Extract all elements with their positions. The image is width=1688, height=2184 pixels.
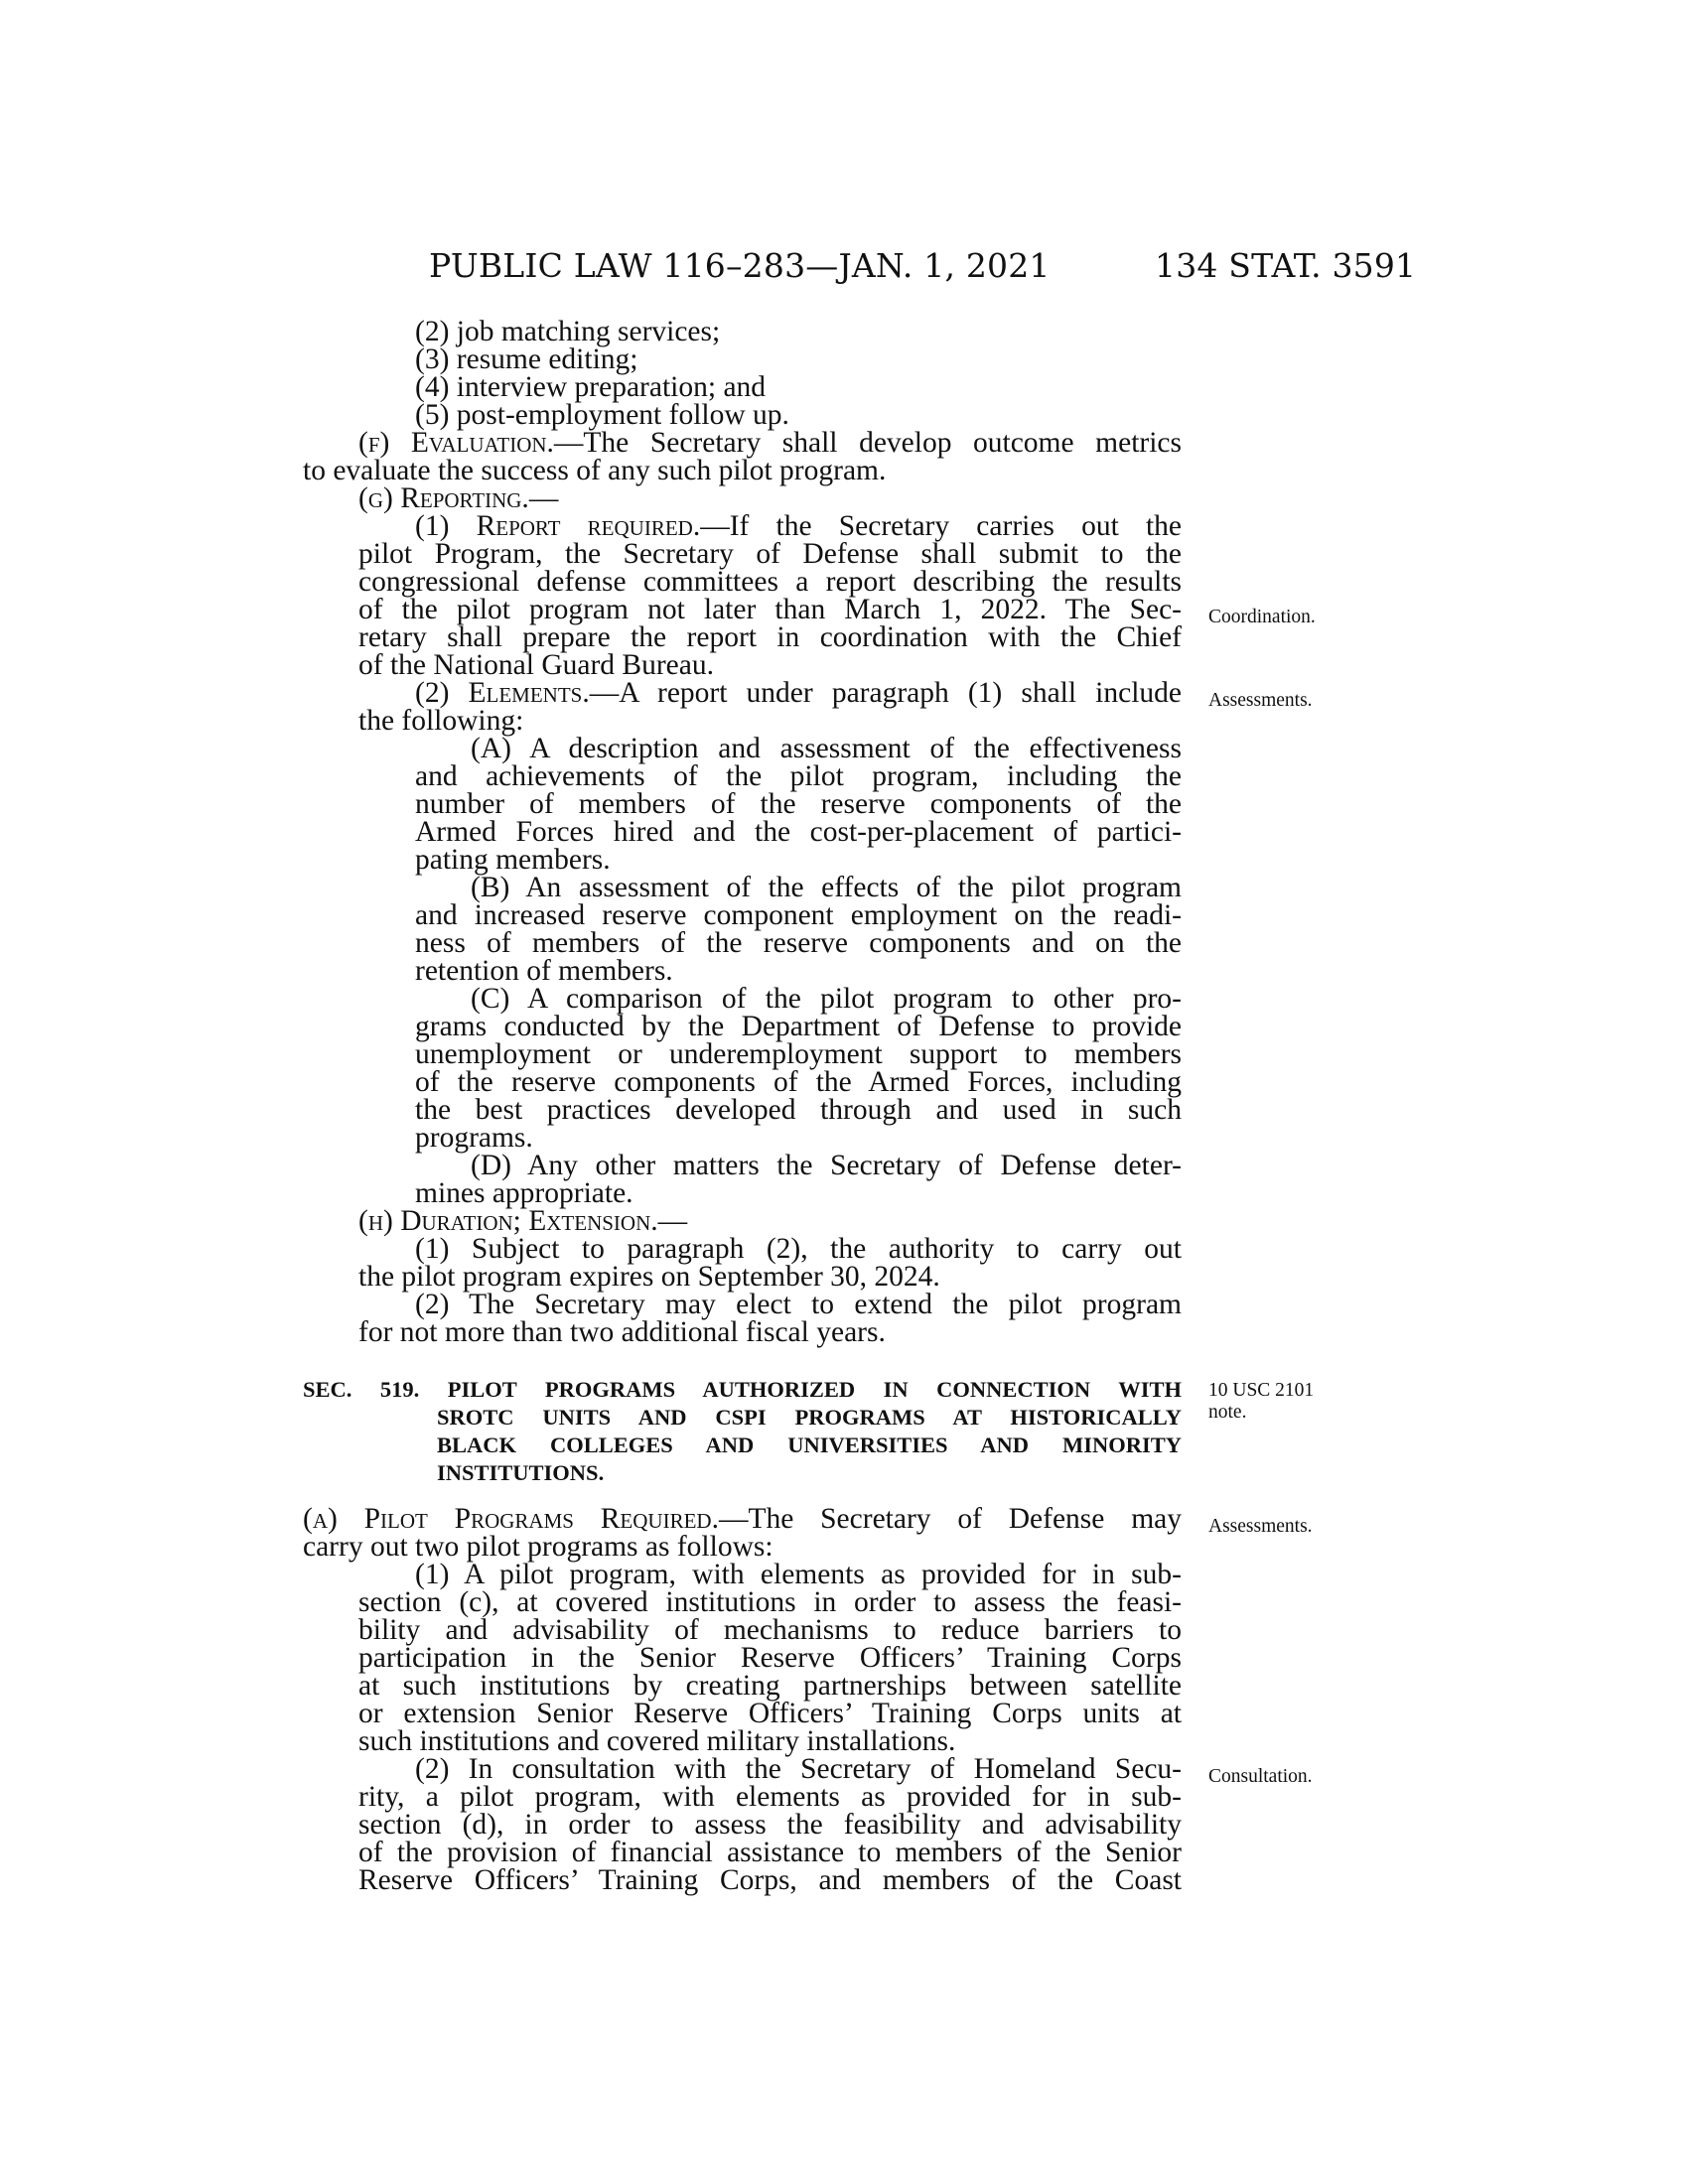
margin-note-usc-note: note.: [1208, 1402, 1247, 1423]
body-line: section (c), at covered institutions in order to assess the feasi-: [358, 1586, 1182, 1618]
subsection-heading: (h) Duration; Extension.: [358, 1205, 658, 1237]
body-line: of the pilot program not later than March 1, 2022. The Sec-: [358, 594, 1182, 625]
body-line: rity, a pilot program, with elements as provided for in sub-: [358, 1781, 1182, 1813]
body-line: (1) A pilot program, with elements as provided for in sub-: [415, 1559, 1182, 1590]
body-line: the best practices developed through and used in such: [415, 1094, 1182, 1126]
margin-note-assessments: Assessments.: [1208, 1516, 1313, 1537]
body-line: of the reserve components of the Armed Forces, including: [415, 1066, 1182, 1098]
subsection-f: (f) Evaluation.—The Secretary shall develop outcome metrics: [358, 427, 1182, 459]
body-line: at such institutions by creating partnerships between satellite: [358, 1670, 1182, 1702]
body-line: and increased reserve component employment on the readi-: [415, 899, 1182, 931]
body-line: (5) post-employment follow up.: [415, 399, 789, 431]
section-519-subsection-a: (a) Pilot Programs Required.—The Secretary of Defense may: [303, 1503, 1182, 1535]
paragraph-heading: (2) Elements.: [415, 677, 590, 709]
body-line: the pilot program expires on September 30, 2024.: [358, 1261, 940, 1293]
paragraph-g2: (2) Elements.—A report under paragraph (1) shall include: [415, 677, 1183, 709]
running-head-title: PUBLIC LAW 116–283—JAN. 1, 2021: [429, 246, 1051, 285]
body-line: Armed Forces hired and the cost-per-placement of partici-: [415, 816, 1182, 848]
body-line: Reserve Officers’ Training Corps, and members of the Coast: [358, 1864, 1182, 1896]
body-line: such institutions and covered military installations.: [358, 1725, 956, 1757]
body-line: (1) Subject to paragraph (2), the authority to carry out: [415, 1233, 1182, 1265]
body-line: bility and advisability of mechanisms to reduce barriers to: [358, 1614, 1182, 1646]
body-line: the following:: [358, 705, 524, 737]
body-line: for not more than two additional fiscal years.: [358, 1316, 886, 1348]
body-line: (2) In consultation with the Secretary of Homeland Secu-: [415, 1753, 1182, 1785]
body-line: section (d), in order to assess the feasibility and advisability: [358, 1809, 1182, 1841]
body-line: programs.: [415, 1122, 533, 1154]
page-number-stat: 134 STAT. 3591: [1155, 246, 1417, 285]
body-line: pating members.: [415, 844, 611, 876]
section-heading-line: INSTITUTIONS.: [437, 1460, 605, 1485]
body-line: of the provision of financial assistance to members of the Senior: [358, 1837, 1182, 1868]
body-line: (4) interview preparation; and: [415, 371, 767, 403]
margin-note-assessments: Assessments.: [1208, 690, 1313, 711]
body-line: to evaluate the success of any such pilot program.: [303, 455, 887, 486]
body-line: mines appropriate.: [415, 1177, 633, 1209]
body-line: pilot Program, the Secretary of Defense shall submit to the: [358, 538, 1182, 570]
body-line: (2) job matching services;: [415, 316, 721, 347]
body-line: (2) The Secretary may elect to extend the pilot program: [415, 1289, 1182, 1320]
body-line: (B) An assessment of the effects of the pilot program: [471, 872, 1182, 903]
body-line: of the National Guard Bureau.: [358, 649, 714, 681]
body-line: ness of members of the reserve components and on the: [415, 927, 1182, 959]
subsection-heading: (g) Reporting.: [358, 482, 529, 514]
body-line: unemployment or underemployment support to members: [415, 1038, 1182, 1070]
body-line: congressional defense committees a report describing the results: [358, 566, 1182, 598]
body-line: and achievements of the pilot program, including the: [415, 760, 1182, 792]
body-line: (D) Any other matters the Secretary of Defense deter-: [471, 1150, 1182, 1181]
body-line: carry out two pilot programs as follows:: [303, 1531, 774, 1563]
subsection-g: (g) Reporting.—: [358, 482, 559, 514]
paragraph-g1: (1) Report required.—If the Secretary carries out the: [415, 510, 1183, 542]
body-line: participation in the Senior Reserve Officers’ Training Corps: [358, 1642, 1182, 1674]
subsection-h: (h) Duration; Extension.—: [358, 1205, 688, 1237]
subsection-heading: (a) Pilot Programs Required.: [303, 1503, 719, 1535]
margin-note-consultation: Consultation.: [1208, 1766, 1313, 1787]
body-line: (C) A comparison of the pilot program to other pro-: [471, 983, 1182, 1015]
section-heading-line: SROTC UNITS AND CSPI PROGRAMS AT HISTORICALLY: [437, 1405, 1182, 1430]
body-line: (A) A description and assessment of the effectiveness: [471, 733, 1182, 764]
body-line: grams conducted by the Department of Defense to provide: [415, 1011, 1182, 1042]
body-line: number of members of the reserve components of the: [415, 788, 1182, 820]
body-line: retention of members.: [415, 955, 673, 987]
body-line: retary shall prepare the report in coordination with the Chief: [358, 621, 1182, 653]
subsection-heading: (f) Evaluation.: [358, 427, 554, 459]
section-heading-line: BLACK COLLEGES AND UNIVERSITIES AND MINORITY: [437, 1433, 1182, 1457]
body-line: or extension Senior Reserve Officers’ Training Corps units at: [358, 1698, 1182, 1729]
section-heading-line: SEC. 519. PILOT PROGRAMS AUTHORIZED IN CONNECTION WITH: [303, 1377, 1182, 1402]
body-line: (3) resume editing;: [415, 343, 638, 375]
margin-note-coordination: Coordination.: [1208, 607, 1316, 627]
paragraph-heading: (1) Report required.: [415, 510, 701, 542]
margin-note-usc: 10 USC 2101: [1208, 1380, 1315, 1401]
